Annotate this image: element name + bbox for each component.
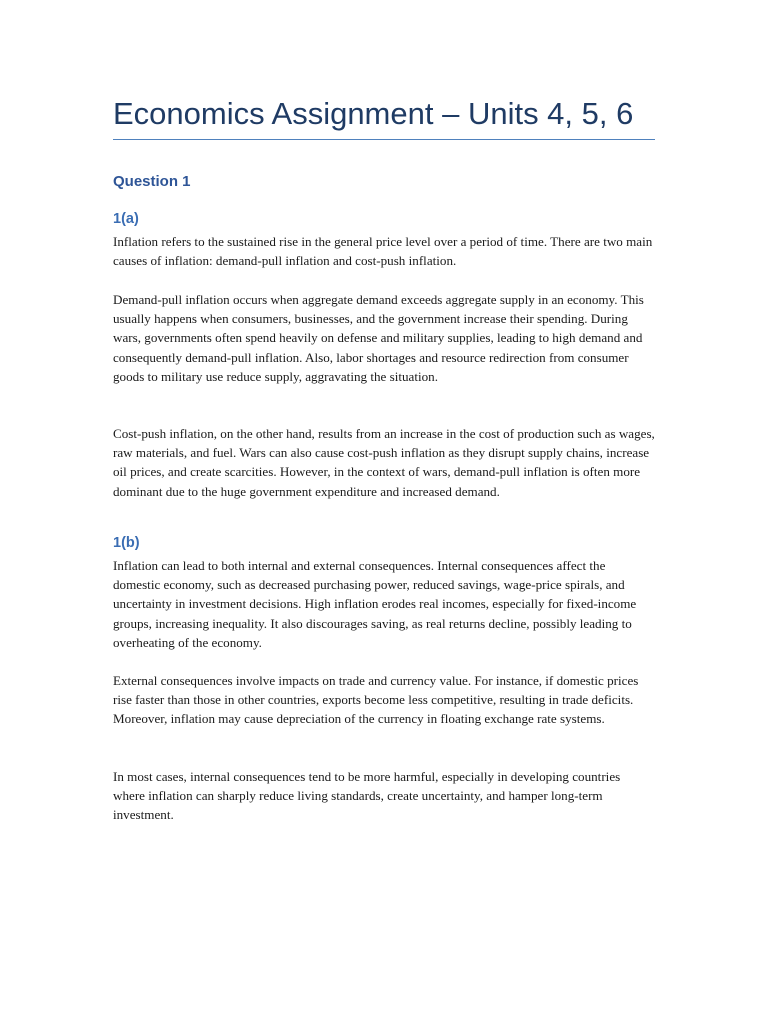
section-heading-1b: 1(b) (113, 535, 140, 551)
document-title: Economics Assignment – Units 4, 5, 6 (113, 96, 634, 131)
paragraph-1b-1: Inflation can lead to both internal and external consequences. Internal consequences affect the domestic economy, such as decreased purchasing power, reduced savings, wage-price spirals, and uncertainty in investment decisions. High inflation erodes real incomes, especially for fixed-income groups, increasing inequality. It also discourages saving, as real returns decline, possibly leading to overheating of the economy. (113, 558, 637, 650)
question-heading: Question 1 (113, 173, 191, 190)
paragraph-1a-1: Inflation refers to the sustained rise in the general price level over a period of time. There are two main causes of inflation: demand-pull inflation and cost-push inflation. (113, 234, 653, 269)
section-heading-1a: 1(a) (113, 211, 139, 227)
paragraph-1b-2: External consequences involve impacts on trade and currency value. For instance, if domestic prices rise faster than those in other countries, exports become less competitive, resulting in trade deficits. Moreover, inflation may cause depreciation of the currency in floating exchange rate systems. (113, 673, 639, 727)
title-underline (113, 139, 655, 140)
paragraph-1a-2: Demand-pull inflation occurs when aggregate demand exceeds aggregate supply in an economy. This usually happens when consumers, businesses, and the government increase their spending. During wars, governments often spend heavily on defense and military supplies, leading to high demand and consequently demand-pull inflation. Also, labor shortages and resource redirection from consumer goods to military use reduce supply, aggravating the situation. (113, 292, 644, 384)
paragraph-1a-3: Cost-push inflation, on the other hand, results from an increase in the cost of production such as wages, raw materials, and fuel. Wars can also cause cost-push inflation as they disrupt supply chains, increase oil prices, and create scarcities. However, in the context of wars, demand-pull inflation is often more dominant due to the huge government expenditure and increased demand. (113, 426, 655, 499)
paragraph-1b-3: In most cases, internal consequences tend to be more harmful, especially in developing countries where inflation can sharply reduce living standards, create uncertainty, and hamper long-term investment. (113, 769, 621, 823)
